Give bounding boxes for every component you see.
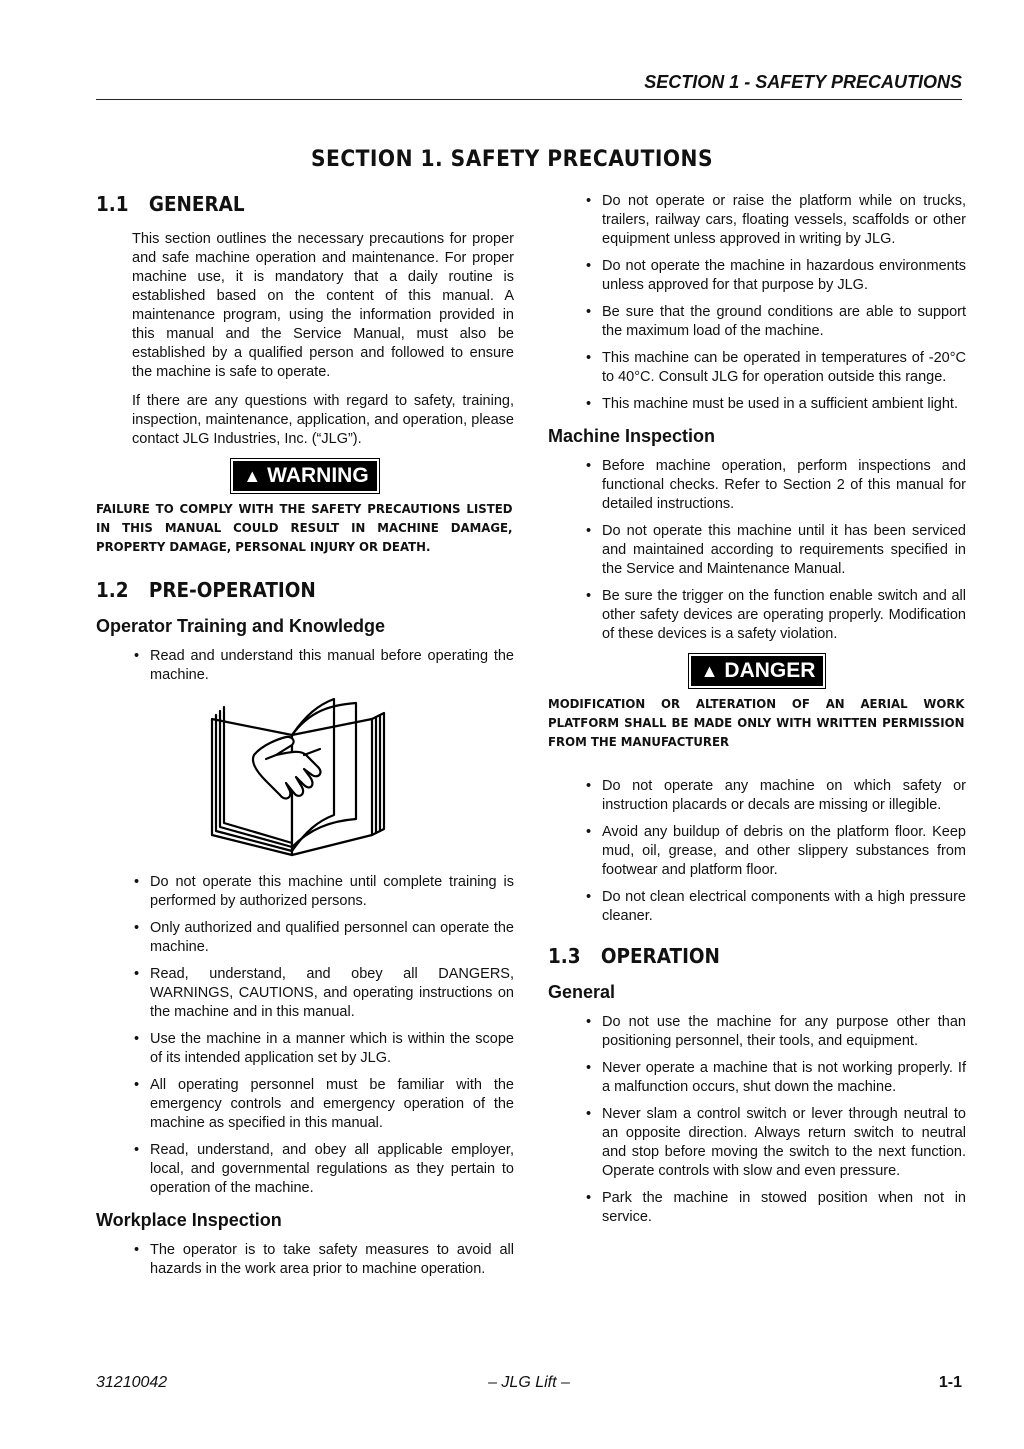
list-item: • This machine must be used in a sufficient ambient light. (584, 395, 966, 414)
subheading-training: Operator Training and Knowledge (96, 616, 386, 636)
section-heading-operation (548, 944, 933, 968)
list-item: • Be sure the trigger on the function enable switch and all other safety devices are operating properly. Modification of these devices is a safety violation. (584, 587, 966, 644)
list-item: • Only authorized and qualified personnel can operate the machine. (132, 919, 514, 957)
warning-label-text: WARNING (267, 464, 369, 487)
after-danger-list (584, 777, 966, 926)
list-item: • Read, understand, and obey all DANGERS, WARNINGS, CAUTIONS, and operating instructions on the machine and in this manual. (132, 965, 514, 1022)
training-list-a (132, 647, 514, 685)
list-item: • Do not clean electrical components with a high pressure cleaner. (584, 888, 966, 926)
list-item: • Avoid any buildup of debris on the platform floor. Keep mud, oil, grease, and other slippery substances from footwear and platform floor. (584, 823, 966, 880)
list-item: • Do not operate this machine until complete training is performed by authorized persons. (132, 873, 514, 911)
list-item: • Park the machine in stowed position when not in service. (584, 1189, 966, 1227)
workplace-list-left (132, 1241, 514, 1279)
page-title: SECTION 1. SAFETY PRECAUTIONS (311, 147, 713, 172)
subheading-workplace: Workplace Inspection (96, 1210, 282, 1230)
document-number: 31210042 (96, 1374, 168, 1391)
warning-text: FAILURE TO COMPLY WITH THE SAFETY PRECAUTIONS LISTED IN THIS MANUAL COULD RESULT IN MACHINE DAMAGE, PROPERTY DAMAGE, PERSONAL INJURY OR DEATH. (96, 501, 513, 554)
warning-triangle-icon: ▲ (700, 661, 719, 681)
page-number: 1-1 (938, 1374, 962, 1391)
list-item: • Do not operate the machine in hazardous environments unless approved for that purpose by JLG. (584, 257, 966, 295)
list-item: • Do not operate this machine until it has been serviced and maintained according to requirements specified in the Service and Maintenance Manual. (584, 522, 966, 579)
list-item: • Use the machine in a manner which is within the scope of its intended application set by JLG. (132, 1030, 514, 1068)
section-number: 1.2 (96, 578, 129, 602)
danger-label-text: DANGER (724, 659, 816, 682)
running-header: SECTION 1 - SAFETY PRECAUTIONS (96, 72, 962, 100)
warning-triangle-icon: ▲ (243, 466, 262, 486)
section-heading-preop (96, 578, 481, 602)
footer-center-text: – JLG Lift – (488, 1374, 570, 1391)
subheading-machine-inspection: Machine Inspection (548, 426, 716, 446)
list-item: • Read, understand, and obey all applicable employer, local, and governmental regulations as they pertain to operation of the machine. (132, 1141, 514, 1198)
list-item: • Never slam a control switch or lever through neutral to an opposite direction. Always return switch to neutral and stop before moving the switch to the next function. Operate controls with slow and even pressure. (584, 1105, 966, 1181)
danger-label (691, 656, 824, 686)
read-manual-illustration (206, 697, 402, 857)
training-list-b (132, 873, 514, 1198)
list-item: • Do not use the machine for any purpose other than positioning personnel, their tools, and equipment. (584, 1013, 966, 1051)
section-number: 1.1 (96, 192, 129, 216)
list-item: • Read and understand this manual before operating the machine. (132, 647, 514, 685)
section-title: PRE-OPERATION (148, 578, 316, 602)
workplace-list-right (584, 192, 966, 414)
operation-list (584, 1013, 966, 1227)
list-item: • Do not operate or raise the platform while on trucks, trailers, railway cars, floating vessels, scaffolds or other equipment unless approved in writing by JLG. (584, 192, 966, 249)
list-item: • Do not operate any machine on which safety or instruction placards or decals are missing or illegible. (584, 777, 966, 815)
general-paragraph-1: This section outlines the necessary precautions for proper and safe machine operation and maintenance. For proper machine use, it is mandatory that a daily routine is established based on the content of this manual. A maintenance program, using the information provided in this manual and the Service Manual, must also be established by a qualified person and followed to ensure the machine is safe to operate. (132, 231, 514, 380)
list-item: • All operating personnel must be familiar with the emergency controls and emergency operation of the machine as specified in this manual. (132, 1076, 514, 1133)
danger-text: MODIFICATION OR ALTERATION OF AN AERIAL WORK PLATFORM SHALL BE MADE ONLY WITH WRITTEN PERMISSION FROM THE MANUFACTURER (548, 696, 965, 749)
inspection-list (584, 457, 966, 644)
section-title: GENERAL (148, 192, 245, 216)
warning-label (233, 461, 376, 491)
section-heading-general (96, 192, 481, 216)
left-column (96, 192, 514, 1287)
section-number: 1.3 (548, 944, 581, 968)
general-paragraph-2: If there are any questions with regard to safety, training, inspection, maintenance, application, and operation, please contact JLG Industries, Inc. (“JLG”). (132, 393, 514, 447)
list-item: • Be sure that the ground conditions are able to support the maximum load of the machine. (584, 303, 966, 341)
list-item: • The operator is to take safety measures to avoid all hazards in the work area prior to machine operation. (132, 1241, 514, 1279)
open-book-hand-icon (206, 697, 402, 857)
list-item: • Never operate a machine that is not working properly. If a malfunction occurs, shut down the machine. (584, 1059, 966, 1097)
page-footer (96, 1374, 962, 1398)
list-item: • This machine can be operated in temperatures of -20°C to 40°C. Consult JLG for operation outside this range. (584, 349, 966, 387)
section-title: OPERATION (600, 944, 720, 968)
subheading-general: General (548, 982, 616, 1002)
list-item: • Before machine operation, perform inspections and functional checks. Refer to Section 2 of this manual for detailed instructions. (584, 457, 966, 514)
right-column (548, 192, 966, 1235)
